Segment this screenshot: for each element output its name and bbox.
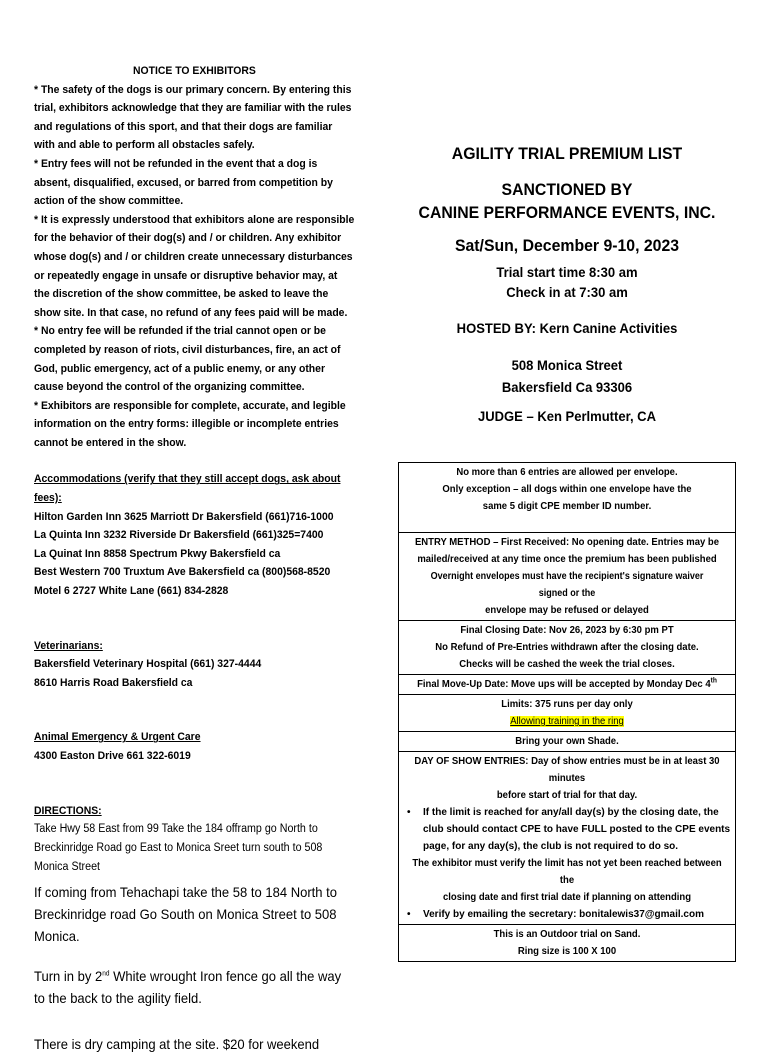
- directions-heading: DIRECTIONS:: [34, 804, 102, 817]
- limits-cell: Limits: 375 runs per day only Allowing training in the ring: [399, 695, 735, 732]
- accommodation-line: Best Western 700 Truxtum Ave Bakersfield ca (800)568-8520: [34, 566, 331, 579]
- emergency-heading: Animal Emergency & Urgent Care: [34, 731, 201, 744]
- accommodation-line: La Quinta Inn 3232 Riverside Dr Bakersfield (661)325=7400: [34, 529, 324, 542]
- notice-item: * It is expressly understood that exhibitors alone are responsible for the behavior of their dog(s) and / or children. Any exhibitor whose dog(s) and / or children create unnecessary disturbances or repeatedly engage in unsafe or disruptive behavior may, at the discretion of the show committee, be asked to leave the show site. In that case, no refund of any fees paid will be made.: [34, 213, 355, 319]
- notice-item: * Entry fees will not be refunded in the event that a dog is absent, disqualified, excused, or barred from competition by action of the show committee.: [34, 157, 333, 208]
- accommodation-line: Hilton Garden Inn 3625 Marriott Dr Bakersfield (661)716-1000: [34, 510, 334, 523]
- right-column-header: [398, 144, 736, 424]
- directions-text: Take Hwy 58 East from 99 Take the 184 offramp go North to Breckinridge Road go East to Monica Sreet turn south to 508 Monica Street: [34, 823, 323, 874]
- judge-line: JUDGE – Ken Perlmutter, CA: [477, 408, 656, 424]
- address-street: 508 Monica Street: [511, 357, 623, 373]
- notice-item: * The safety of the dogs is our primary concern. By entering this trial, exhibitors acknowledge that they are familiar with the rules and regulations of this sport, and that their dogs are familiar with and able to perform all obstacles safely.: [34, 83, 352, 152]
- notice-item: * No entry fee will be refunded if the trial cannot open or be completed by reason of riots, civil disturbances, fire, an act of God, public emergency, act of a public enemy, or any other cause beyond the control of the organizing committee.: [34, 325, 341, 394]
- accommodation-line: Motel 6 2727 White Lane (661) 834-2828: [34, 585, 229, 598]
- notice-item: * Exhibitors are responsible for complete, accurate, and legible information on the entry forms: illegible or incomplete entries cannot be entered in the show.: [34, 399, 346, 449]
- emergency-line: 4300 Easton Drive 661 322-6019: [34, 750, 191, 762]
- vet-line: Bakersfield Veterinary Hospital (661) 327-4444: [34, 658, 262, 671]
- trial-start-time: Trial start time 8:30 am: [496, 264, 638, 280]
- left-column: [34, 62, 355, 1055]
- sanctioned-line: SANCTIONED BY: [501, 180, 633, 199]
- directions-text: If coming from Tehachapi take the 58 to 184 North to Breckinridge road Go South on Monica Street to 508 Monica.: [34, 884, 338, 945]
- directions-text: Turn in by 2nd White wrought Iron fence go all the way to the back to the agility field.: [34, 968, 342, 1007]
- vet-line: 8610 Harris Road Bakersfield ca: [34, 676, 193, 689]
- list-item: • If the limit is reached for any/all day(s) by the closing date, the club should contact CPE to have FULL posted to the CPE events page, for any day(s), the club is not required to do so.: [407, 807, 731, 852]
- checkin-time: Check in at 7:30 am: [506, 284, 628, 300]
- veterinarians-heading: Veterinarians:: [34, 639, 103, 652]
- outdoor-cell: This is an Outdoor trial on Sand. Ring size is 100 X 100: [493, 929, 641, 957]
- entry-method-cell: ENTRY METHOD – First Received: No opening date. Entries may be mailed/received at any time once the premium has been published Overnight envelopes must have the recipient's signature waiver signed or the envelope may be refused or delayed: [399, 533, 735, 621]
- address-city: Bakersfield Ca 93306: [501, 379, 633, 395]
- accommodations-heading: Accommodations (verify that they still accept dogs, ask about fees):: [34, 473, 341, 505]
- shade-cell: Bring your own Shade.: [399, 732, 735, 752]
- notice-title: NOTICE TO EXHIBITORS: [133, 65, 256, 77]
- day-of-show-cell: DAY OF SHOW ENTRIES: Day of show entries must be in at least 30 minutes before start of trial for that day. • If the limit is reached for any/all day(s) by the closing date, the club should contact CPE to have FULL posted to the CPE events page, for any day(s), the club is not required to do so. The exhibitor must verify the limit has not yet been reached between the closing date and first trial date if planning on attending • Verify by emailing the secretary: bonitalewis37@gmail.com: [399, 752, 735, 925]
- envelope-rule-cell: No more than 6 entries are allowed per envelope. Only exception – all dogs within one envelope have the same 5 digit CPE member ID number.: [399, 463, 735, 533]
- moveup-date-cell: Final Move-Up Date: Move ups will be accepted by Monday Dec 4th: [399, 675, 735, 695]
- page-title: AGILITY TRIAL PREMIUM LIST: [451, 144, 683, 163]
- trial-dates: Sat/Sun, December 9-10, 2023: [454, 236, 680, 255]
- list-item: • Verify by emailing the secretary: bonitalewis37@gmail.com: [407, 909, 704, 920]
- training-highlight: Allowing training in the ring: [510, 716, 624, 727]
- accommodation-line: La Quinat Inn 8858 Spectrum Pkwy Bakersfield ca: [34, 547, 281, 560]
- hosted-by: HOSTED BY: Kern Canine Activities: [456, 320, 678, 336]
- camping-note: There is dry camping at the site. $20 for weekend: [34, 1036, 320, 1053]
- closing-date-cell: Final Closing Date: Nov 26, 2023 by 6:30 pm PT No Refund of Pre-Entries withdrawn after the closing date. Checks will be cashed the week the trial closes.: [399, 621, 735, 675]
- entry-info-box: [398, 462, 736, 962]
- sanctioned-org: CANINE PERFORMANCE EVENTS, INC.: [418, 203, 716, 222]
